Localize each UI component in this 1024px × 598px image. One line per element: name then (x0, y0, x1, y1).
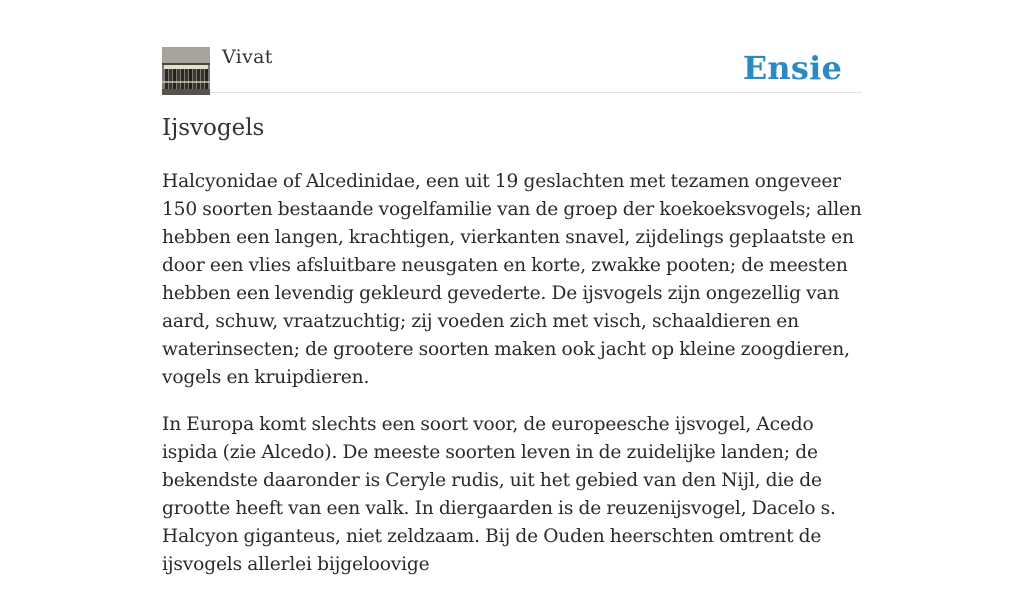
paragraph: In Europa komt slechts een soort voor, de europeesche ijsvogel, Acedo ispida (zie Alcedo). De meeste soorten leven in de zuidelijke landen; de bekendste daaronder is Ceryle rudis, uit het gebied van den Nijl, die de grootte heeft van een valk. In diergaarden is de reuzenijsvogel, Dacelo s. Halcyon giganteus, niet zeldzaam. Bij de Ouden heerschten omtrent de ijsvogels allerlei bijgeloovige (162, 414, 836, 575)
author-name[interactable]: Vivat (222, 46, 273, 68)
article-title: Ijsvogels (162, 115, 265, 141)
article-body (162, 168, 862, 598)
header (162, 46, 862, 93)
bookshelf-avatar-icon (162, 47, 210, 95)
paragraph: Halcyonidae of Alcedinidae, een uit 19 geslachten met tezamen ongeveer 150 soorten bestaande vogelfamilie van de groep der koekoeksvogels; allen hebben een langen, krachtigen, vierkanten snavel, zijdelings geplaatste en door een vlies afsluitbare neusgaten en korte, zwakke pooten; de meesten hebben een levendig gekleurd gevederte. De ijsvogels zijn ongezellig van aard, schuw, vraatzuchtig; zij voeden zich met visch, schaaldieren en waterinsecten; de grootere soorten maken ook jacht op kleine zoogdieren, vogels en kruipdieren. (162, 171, 862, 388)
avatar[interactable] (162, 47, 210, 95)
brand-logo[interactable]: Ensie (742, 49, 842, 87)
